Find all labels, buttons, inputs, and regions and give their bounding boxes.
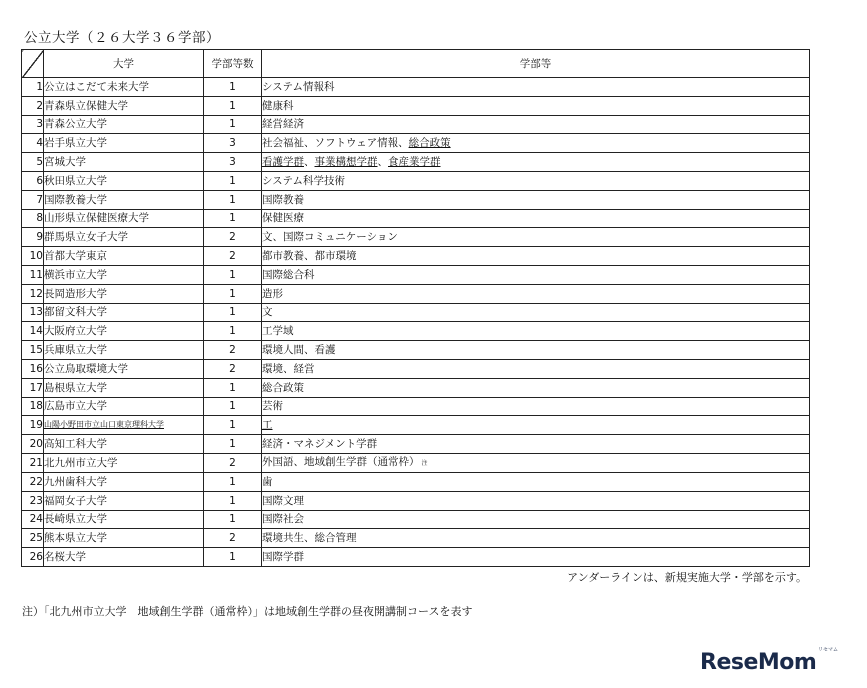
faculty-text: 環境、経営 (262, 362, 315, 375)
faculty-list (262, 472, 810, 491)
row-number: 25 (22, 529, 44, 548)
faculty-text: 総合政策 (262, 381, 304, 394)
university-name: 横浜市立大学 (44, 265, 204, 284)
faculty-count: 1 (204, 435, 262, 454)
footnote: 注）「北九州市立大学 地域創生学群（通常枠）」は地域創生学群の昼夜開講制コースを表す (22, 605, 473, 618)
university-name: 名桜大学 (44, 548, 204, 567)
table-row (22, 115, 810, 134)
faculty-list (262, 284, 810, 303)
row-number: 17 (22, 378, 44, 397)
faculty-count: 1 (204, 171, 262, 190)
university-name: 福岡女子大学 (44, 491, 204, 510)
faculty-count: 2 (204, 529, 262, 548)
faculty-count: 1 (204, 397, 262, 416)
faculty-count: 2 (204, 359, 262, 378)
faculty-text: 文 (262, 306, 273, 319)
university-name: 山形県立保健医療大学 (44, 209, 204, 228)
underline-legend: アンダーラインは、新規実施大学・学部を示す。 (567, 571, 807, 584)
row-number: 16 (22, 359, 44, 378)
faculty-list (262, 341, 810, 360)
university-name: 青森県立保健大学 (44, 96, 204, 115)
university-name: 北九州市立大学 (44, 453, 204, 472)
university-name: 島根県立大学 (44, 378, 204, 397)
faculty-count: 1 (204, 378, 262, 397)
faculty-list (262, 209, 810, 228)
faculty-count: 1 (204, 265, 262, 284)
row-number: 3 (22, 115, 44, 134)
faculty-text: 文、国際コミュニケーション (262, 231, 398, 244)
faculty-count: 1 (204, 491, 262, 510)
table-row (22, 190, 810, 209)
row-number: 11 (22, 265, 44, 284)
faculty-count: 2 (204, 453, 262, 472)
faculty-list (262, 190, 810, 209)
faculty-list (262, 548, 810, 567)
faculty-count: 2 (204, 247, 262, 266)
table-row (22, 209, 810, 228)
faculty-list (262, 416, 810, 435)
faculty-text: 社会福祉、ソフトウェア情報、総合政策 (262, 137, 451, 150)
header-faculties: 学部等 (262, 50, 810, 78)
faculty-count: 1 (204, 322, 262, 341)
logo-subtext: リセマム (818, 647, 838, 653)
faculty-text: 経営経済 (262, 118, 304, 131)
university-name: 長岡造形大学 (44, 284, 204, 303)
header-university: 大学 (44, 50, 204, 78)
table-row (22, 453, 810, 472)
table-row (22, 435, 810, 454)
table-row (22, 491, 810, 510)
faculty-list (262, 435, 810, 454)
table-body (22, 78, 810, 567)
row-number: 5 (22, 153, 44, 172)
faculty-text: 保健医療 (262, 212, 304, 225)
logo-text: ReseMom (700, 650, 817, 675)
faculty-text: 造形 (262, 287, 283, 300)
university-name: 秋田県立大学 (44, 171, 204, 190)
row-number: 8 (22, 209, 44, 228)
university-name: 青森公立大学 (44, 115, 204, 134)
table-row (22, 171, 810, 190)
table-row (22, 416, 810, 435)
faculty-text: 環境共生、総合管理 (262, 532, 357, 545)
row-number: 12 (22, 284, 44, 303)
row-number: 26 (22, 548, 44, 567)
faculty-text: システム情報科 (262, 80, 335, 93)
row-number: 10 (22, 247, 44, 266)
faculty-text: 国際教養 (262, 193, 304, 206)
faculty-list (262, 265, 810, 284)
table-row (22, 322, 810, 341)
header-count: 学部等数 (204, 50, 262, 78)
table-row (22, 78, 810, 97)
faculty-list (262, 322, 810, 341)
faculty-count: 1 (204, 96, 262, 115)
table-row (22, 341, 810, 360)
faculty-text: 経済・マネジメント学群 (262, 438, 378, 451)
university-name: 国際教養大学 (44, 190, 204, 209)
table-row (22, 472, 810, 491)
table-row (22, 548, 810, 567)
universities-table (21, 49, 810, 567)
faculty-list (262, 453, 810, 472)
university-name: 長崎県立大学 (44, 510, 204, 529)
faculty-list (262, 171, 810, 190)
faculty-text: 国際社会 (262, 513, 304, 526)
faculty-count: 3 (204, 134, 262, 153)
table-row (22, 134, 810, 153)
university-name: 山陽小野田市立山口東京理科大学 (44, 416, 204, 435)
table-row (22, 359, 810, 378)
row-number: 20 (22, 435, 44, 454)
university-name: 岩手県立大学 (44, 134, 204, 153)
row-number: 14 (22, 322, 44, 341)
row-number: 13 (22, 303, 44, 322)
faculty-list (262, 378, 810, 397)
university-name: 都留文科大学 (44, 303, 204, 322)
faculty-count: 2 (204, 341, 262, 360)
university-name: 兵庫県立大学 (44, 341, 204, 360)
header-corner-cell (22, 50, 44, 78)
faculty-count: 1 (204, 510, 262, 529)
row-number: 4 (22, 134, 44, 153)
table-row (22, 228, 810, 247)
row-number: 22 (22, 472, 44, 491)
faculty-list (262, 397, 810, 416)
faculty-list (262, 510, 810, 529)
faculty-count: 1 (204, 190, 262, 209)
faculty-list (262, 228, 810, 247)
university-name: 広島市立大学 (44, 397, 204, 416)
table-row (22, 247, 810, 266)
row-number: 15 (22, 341, 44, 360)
note-mark: 注 (421, 459, 428, 467)
faculty-text: 外国語、地域創生学群（通常枠） (262, 455, 420, 468)
faculty-list (262, 303, 810, 322)
page-title: 公立大学（２６大学３６学部） (24, 30, 220, 46)
faculty-count: 1 (204, 472, 262, 491)
faculty-text: 国際学群 (262, 551, 304, 564)
university-name: 熊本県立大学 (44, 529, 204, 548)
table-row (22, 265, 810, 284)
table-row (22, 153, 810, 172)
faculty-list (262, 96, 810, 115)
university-name: 公立鳥取環境大学 (44, 359, 204, 378)
faculty-count: 1 (204, 284, 262, 303)
row-number: 19 (22, 416, 44, 435)
faculty-list (262, 115, 810, 134)
faculty-count: 1 (204, 303, 262, 322)
table-row (22, 284, 810, 303)
faculty-text: 国際文理 (262, 494, 304, 507)
row-number: 23 (22, 491, 44, 510)
faculty-text: 芸術 (262, 400, 283, 413)
university-name: 高知工科大学 (44, 435, 204, 454)
faculty-text: 看護学群、事業構想学群、食産業学群 (262, 156, 441, 169)
table-row (22, 397, 810, 416)
table-row (22, 303, 810, 322)
table-row (22, 510, 810, 529)
faculty-list (262, 529, 810, 548)
faculty-count: 1 (204, 115, 262, 134)
faculty-count: 1 (204, 548, 262, 567)
faculty-count: 3 (204, 153, 262, 172)
faculty-list (262, 134, 810, 153)
faculty-text: 都市教養、都市環境 (262, 250, 357, 263)
faculty-list (262, 153, 810, 172)
table-row (22, 529, 810, 548)
faculty-count: 1 (204, 78, 262, 97)
faculty-text: 健康科 (262, 99, 294, 112)
faculty-list (262, 78, 810, 97)
university-name: 大阪府立大学 (44, 322, 204, 341)
university-name: 九州歯科大学 (44, 472, 204, 491)
row-number: 24 (22, 510, 44, 529)
faculty-text: 国際総合科 (262, 268, 315, 281)
university-name: 公立はこだて未来大学 (44, 78, 204, 97)
row-number: 1 (22, 78, 44, 97)
university-name: 宮城大学 (44, 153, 204, 172)
faculty-count: 1 (204, 416, 262, 435)
university-name: 首都大学東京 (44, 247, 204, 266)
row-number: 7 (22, 190, 44, 209)
university-name: 群馬県立女子大学 (44, 228, 204, 247)
faculty-text: 歯 (262, 475, 273, 488)
faculty-text: 工学域 (262, 325, 294, 338)
row-number: 9 (22, 228, 44, 247)
faculty-text: システム科学技術 (262, 174, 345, 187)
faculty-list (262, 247, 810, 266)
faculty-list (262, 359, 810, 378)
faculty-text: 環境人間、看護 (262, 344, 336, 357)
faculty-count: 1 (204, 209, 262, 228)
row-number: 2 (22, 96, 44, 115)
resemom-logo (700, 650, 816, 675)
row-number: 18 (22, 397, 44, 416)
faculty-text: 工 (262, 419, 273, 432)
faculty-list (262, 491, 810, 510)
row-number: 21 (22, 453, 44, 472)
row-number: 6 (22, 171, 44, 190)
table-row (22, 96, 810, 115)
table-row (22, 378, 810, 397)
table-header-row (22, 50, 810, 78)
faculty-count: 2 (204, 228, 262, 247)
